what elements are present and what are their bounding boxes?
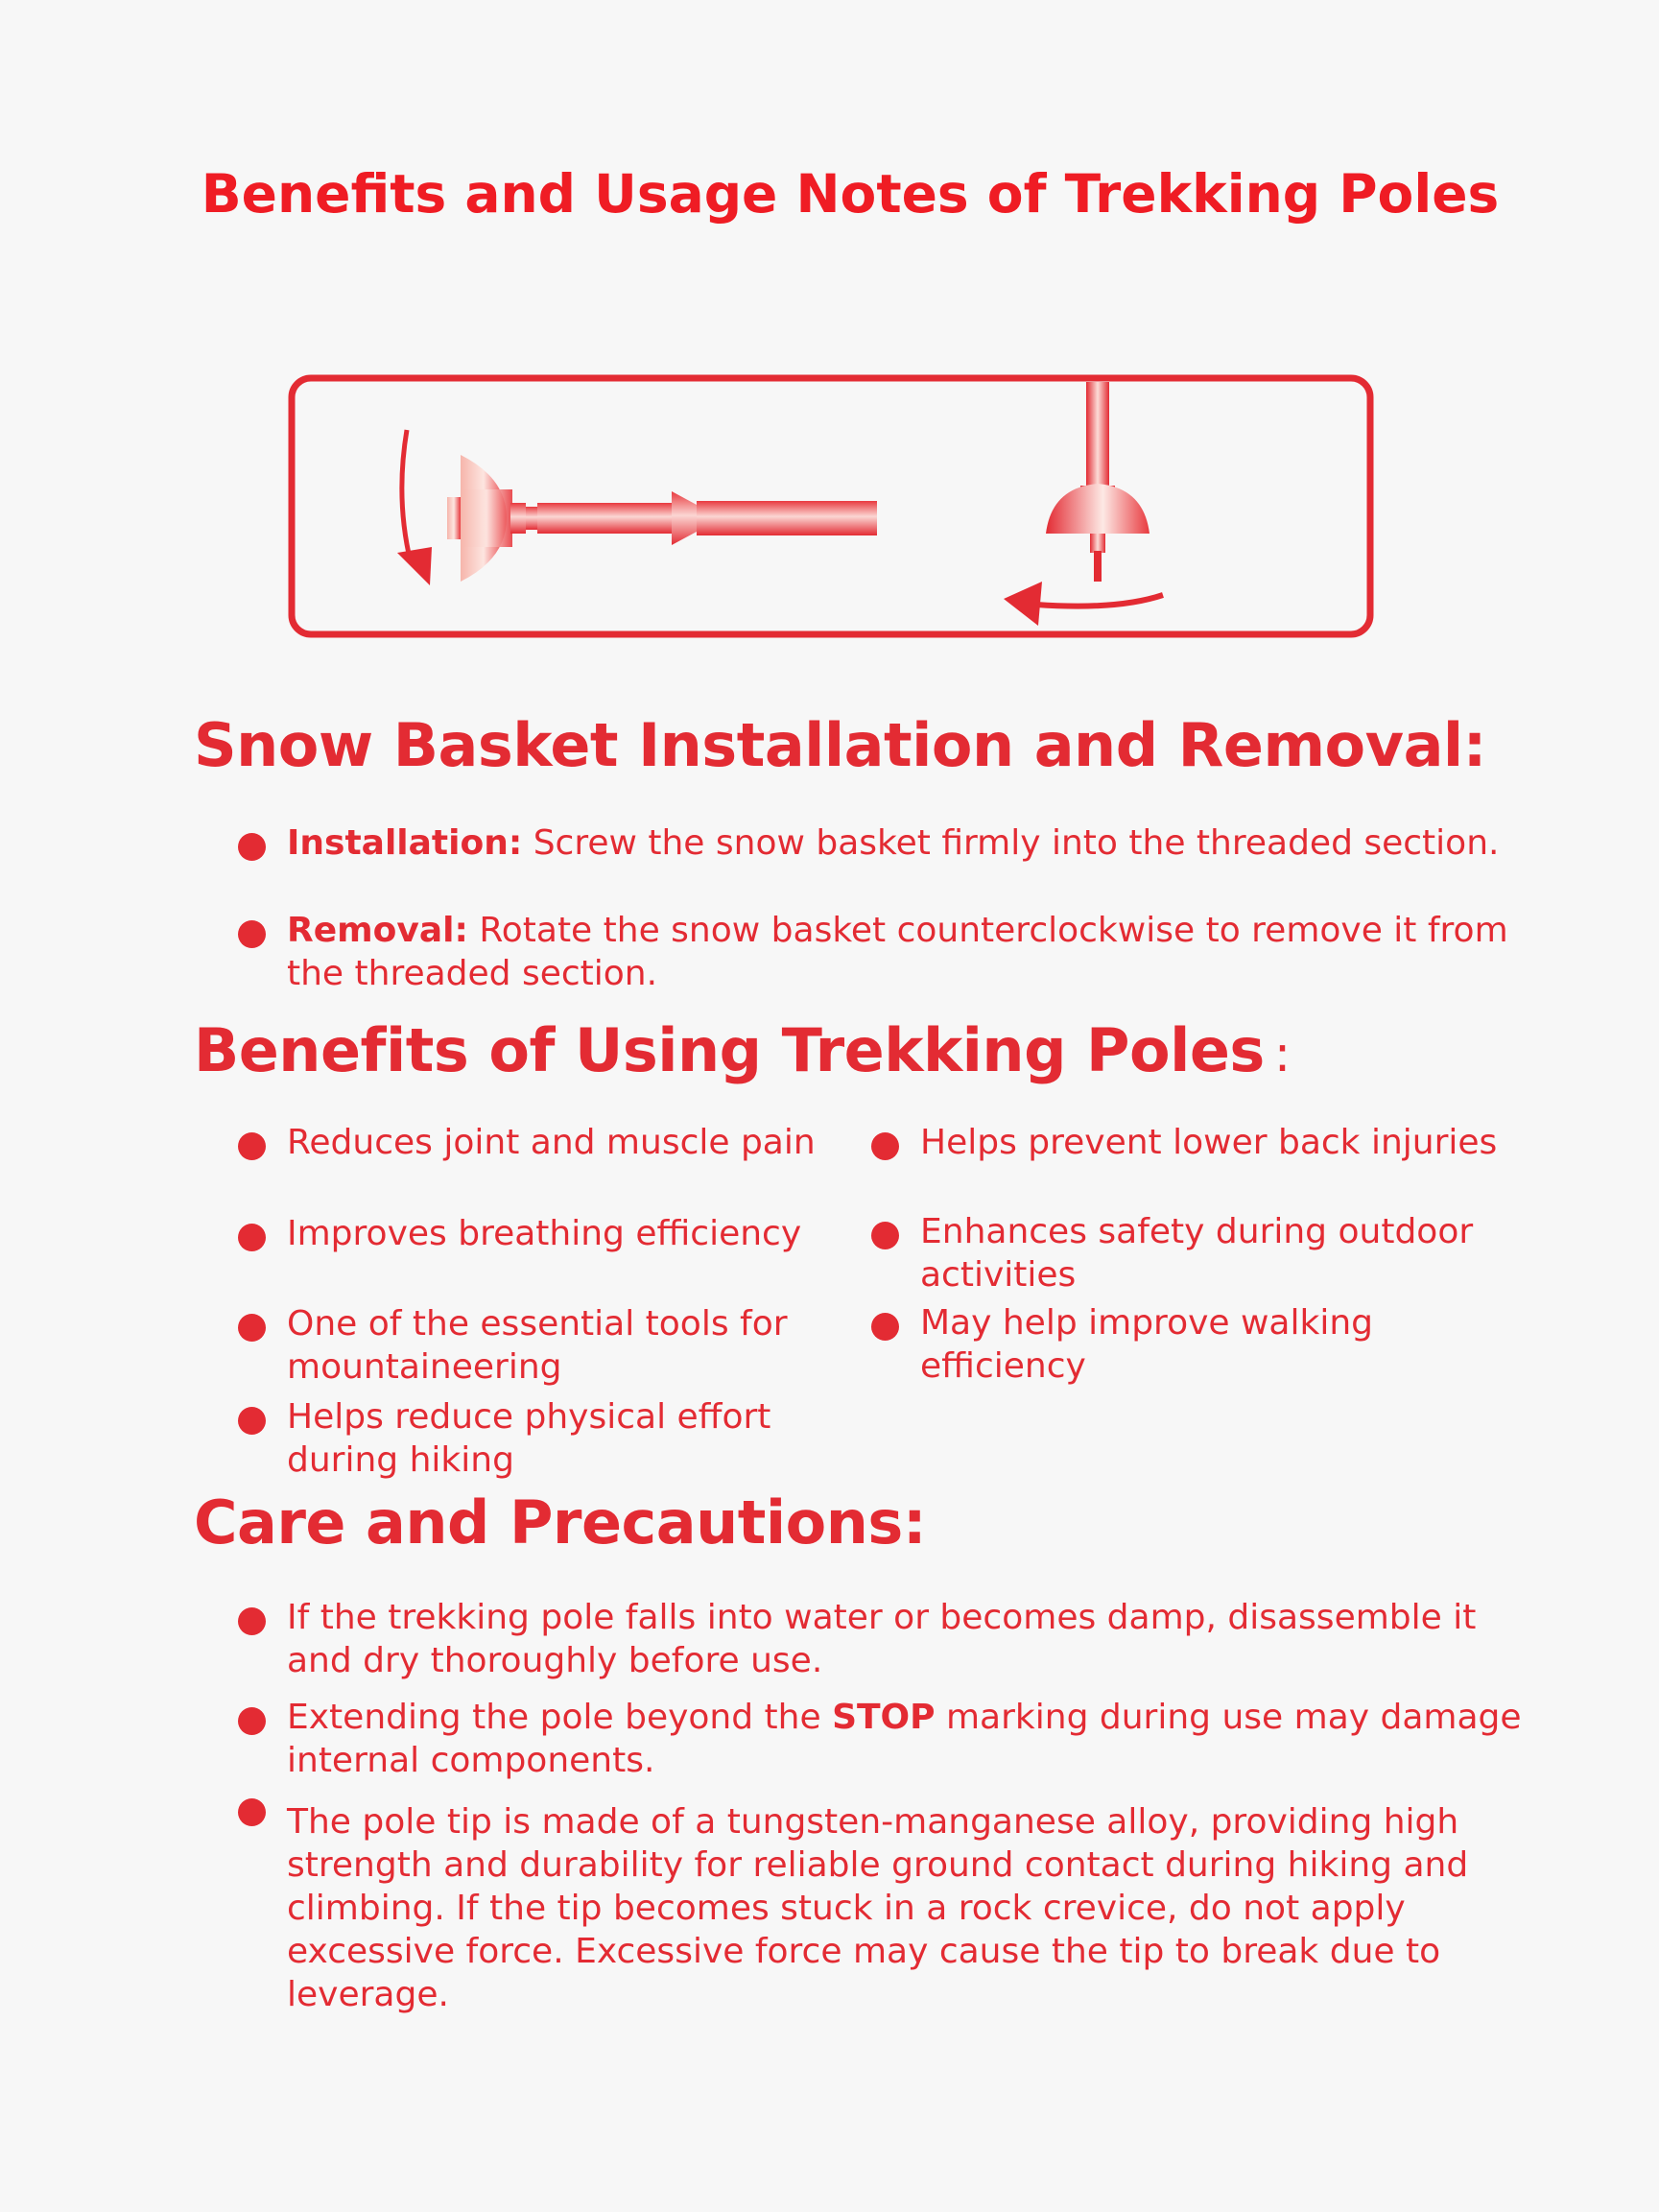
list-item [287, 821, 1534, 865]
care-heading: Care and Precautions: [194, 1487, 927, 1558]
bullet-icon [238, 1607, 266, 1635]
bullet-icon [238, 1224, 266, 1251]
list-item: Extending the pole beyond the STOP marking during use may damage internal components. [287, 1696, 1553, 1782]
list-item: If the trekking pole falls into water or becomes damp, disassemble it and dry thoroughly before use. [287, 1596, 1525, 1682]
list-item: Enhances safety during outdoor activities [920, 1210, 1534, 1296]
pole-shaft-icon [526, 491, 877, 545]
bullet-icon [238, 1407, 266, 1435]
installation-text: Screw the snow basket firmly into the threaded section. [533, 823, 1500, 863]
list-item: May help improve walking efficiency [920, 1301, 1458, 1388]
list-item: Helps prevent lower back injuries [920, 1121, 1592, 1164]
bullet-icon [871, 1132, 899, 1160]
list-item: One of the essential tools for mountaineering [287, 1302, 843, 1389]
bullet-icon [871, 1313, 899, 1341]
snow-basket-heading: Snow Basket Installation and Removal: [194, 710, 1486, 780]
list-item [287, 909, 1534, 995]
snow-basket-illustration [288, 374, 1374, 638]
benefits-heading: Benefits of Using Trekking Poles : [194, 1015, 1291, 1085]
installation-label: Installation: [287, 823, 523, 863]
list-item: Helps reduce physical effort during hiking [287, 1395, 824, 1482]
bullet-icon [238, 1132, 266, 1160]
basket-removal-rotation-icon [1004, 582, 1163, 626]
snow-basket-side-icon [447, 455, 526, 582]
bullet-icon [238, 920, 266, 948]
page-title: Benefits and Usage Notes of Trekking Poles [201, 163, 1500, 225]
list-item: Improves breathing efficiency [287, 1212, 901, 1255]
bullet-icon [238, 1798, 266, 1826]
bullet-icon [238, 833, 266, 861]
removal-text: Rotate the snow basket counterclockwise to remove it from the threaded section. [287, 911, 1508, 993]
stop-marking-label: STOP [832, 1698, 936, 1737]
bullet-icon [238, 1707, 266, 1735]
list-item: The pole tip is made of a tungsten-manganese alloy, providing high strength and durability for reliable ground contact during hiking and climbing. If the tip becomes stuck in a rock crevice, do not apply excessive force. Excessive force may cause the tip to break due to leverage. [287, 1800, 1525, 2016]
bullet-icon [871, 1222, 899, 1249]
bullet-icon [238, 1314, 266, 1342]
list-item: Reduces joint and muscle pain [287, 1121, 901, 1164]
pole-with-basket-icon [1046, 382, 1149, 582]
removal-label: Removal: [287, 911, 468, 950]
basket-install-rotation-icon [397, 430, 432, 585]
